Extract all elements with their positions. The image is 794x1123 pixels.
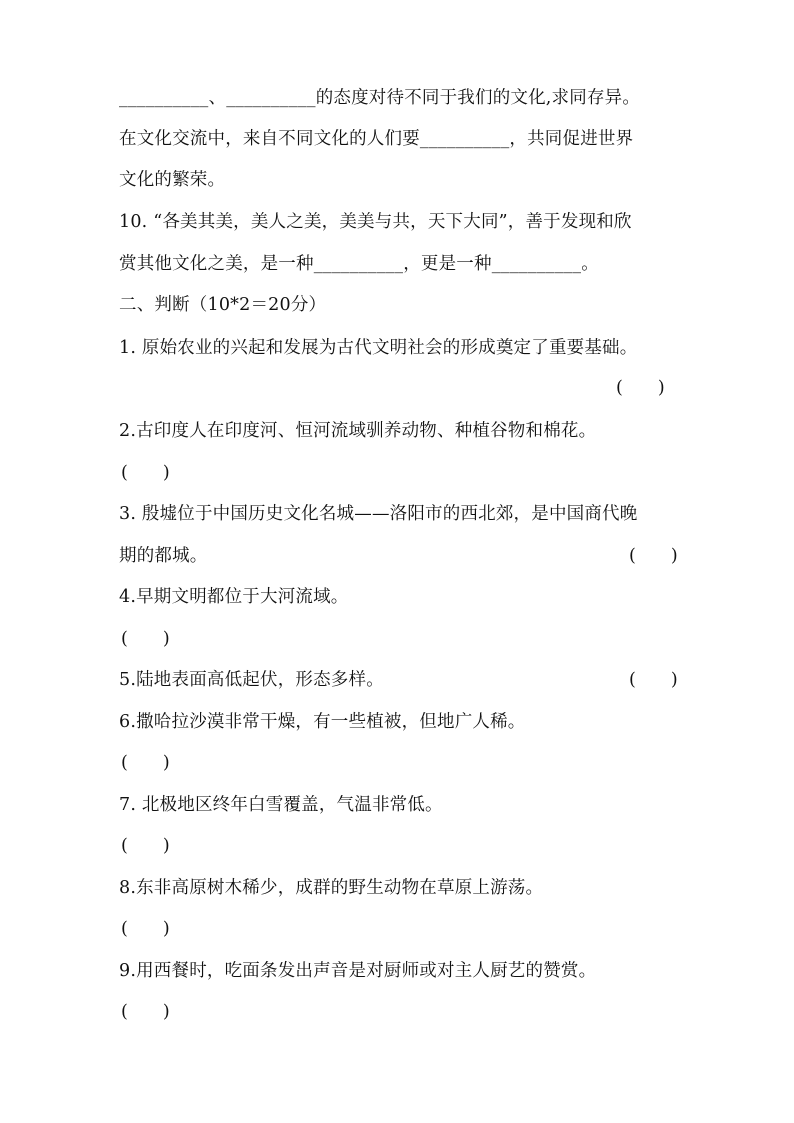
judgment-4-answer-paren: ( ) <box>121 629 170 649</box>
judgment-8-text: 8.东非高原树木稀少，成群的野生动物在草原上游荡。 <box>119 878 544 898</box>
text-line-3: 文化的繁荣。 <box>119 170 226 190</box>
text-line-1: __________、__________的态度对待不同于我们的文化,求同存异。 <box>119 88 641 108</box>
judgment-1-text: 1. 原始农业的兴起和发展为古代文明社会的形成奠定了重要基础。 <box>119 338 638 358</box>
judgment-3-answer-paren: ( ) <box>629 546 678 566</box>
judgment-8-answer-paren: ( ) <box>121 919 170 939</box>
judgment-6-text: 6.撒哈拉沙漠非常干燥，有一些植被，但地广人稀。 <box>119 712 526 732</box>
judgment-2-answer-paren: ( ) <box>121 463 170 483</box>
judgment-7-answer-paren: ( ) <box>121 836 170 856</box>
judgment-5-answer-paren: ( ) <box>629 670 678 690</box>
judgment-3-text-line-2: 期的都城。 <box>119 546 208 566</box>
judgment-4-text: 4.早期文明都位于大河流域。 <box>119 587 349 607</box>
judgment-1-answer-paren: ( ) <box>616 378 665 398</box>
judgment-6-answer-paren: ( ) <box>121 753 170 773</box>
section-heading-judgment: 二、判断（10*2＝20分） <box>119 295 327 315</box>
question-10-line-1: 10. “各美其美，美人之美，美美与共，天下大同”，善于发现和欣 <box>119 212 632 232</box>
judgment-9-answer-paren: ( ) <box>121 1002 170 1022</box>
judgment-9-text: 9.用西餐时，吃面条发出声音是对厨师或对主人厨艺的赞赏。 <box>119 961 597 981</box>
text-line-2: 在文化交流中，来自不同文化的人们要__________，共同促进世界 <box>119 129 634 149</box>
judgment-2-text: 2.古印度人在印度河、恒河流域驯养动物、种植谷物和棉花。 <box>119 421 597 441</box>
judgment-5-text: 5.陆地表面高低起伏，形态多样。 <box>119 670 384 690</box>
judgment-7-text: 7. 北极地区终年白雪覆盖，气温非常低。 <box>119 795 443 815</box>
question-10-line-2: 赏其他文化之美，是一种__________，更是一种__________。 <box>119 254 599 274</box>
judgment-3-text-line-1: 3. 殷墟位于中国历史文化名城——洛阳市的西北郊，是中国商代晚 <box>119 504 638 524</box>
